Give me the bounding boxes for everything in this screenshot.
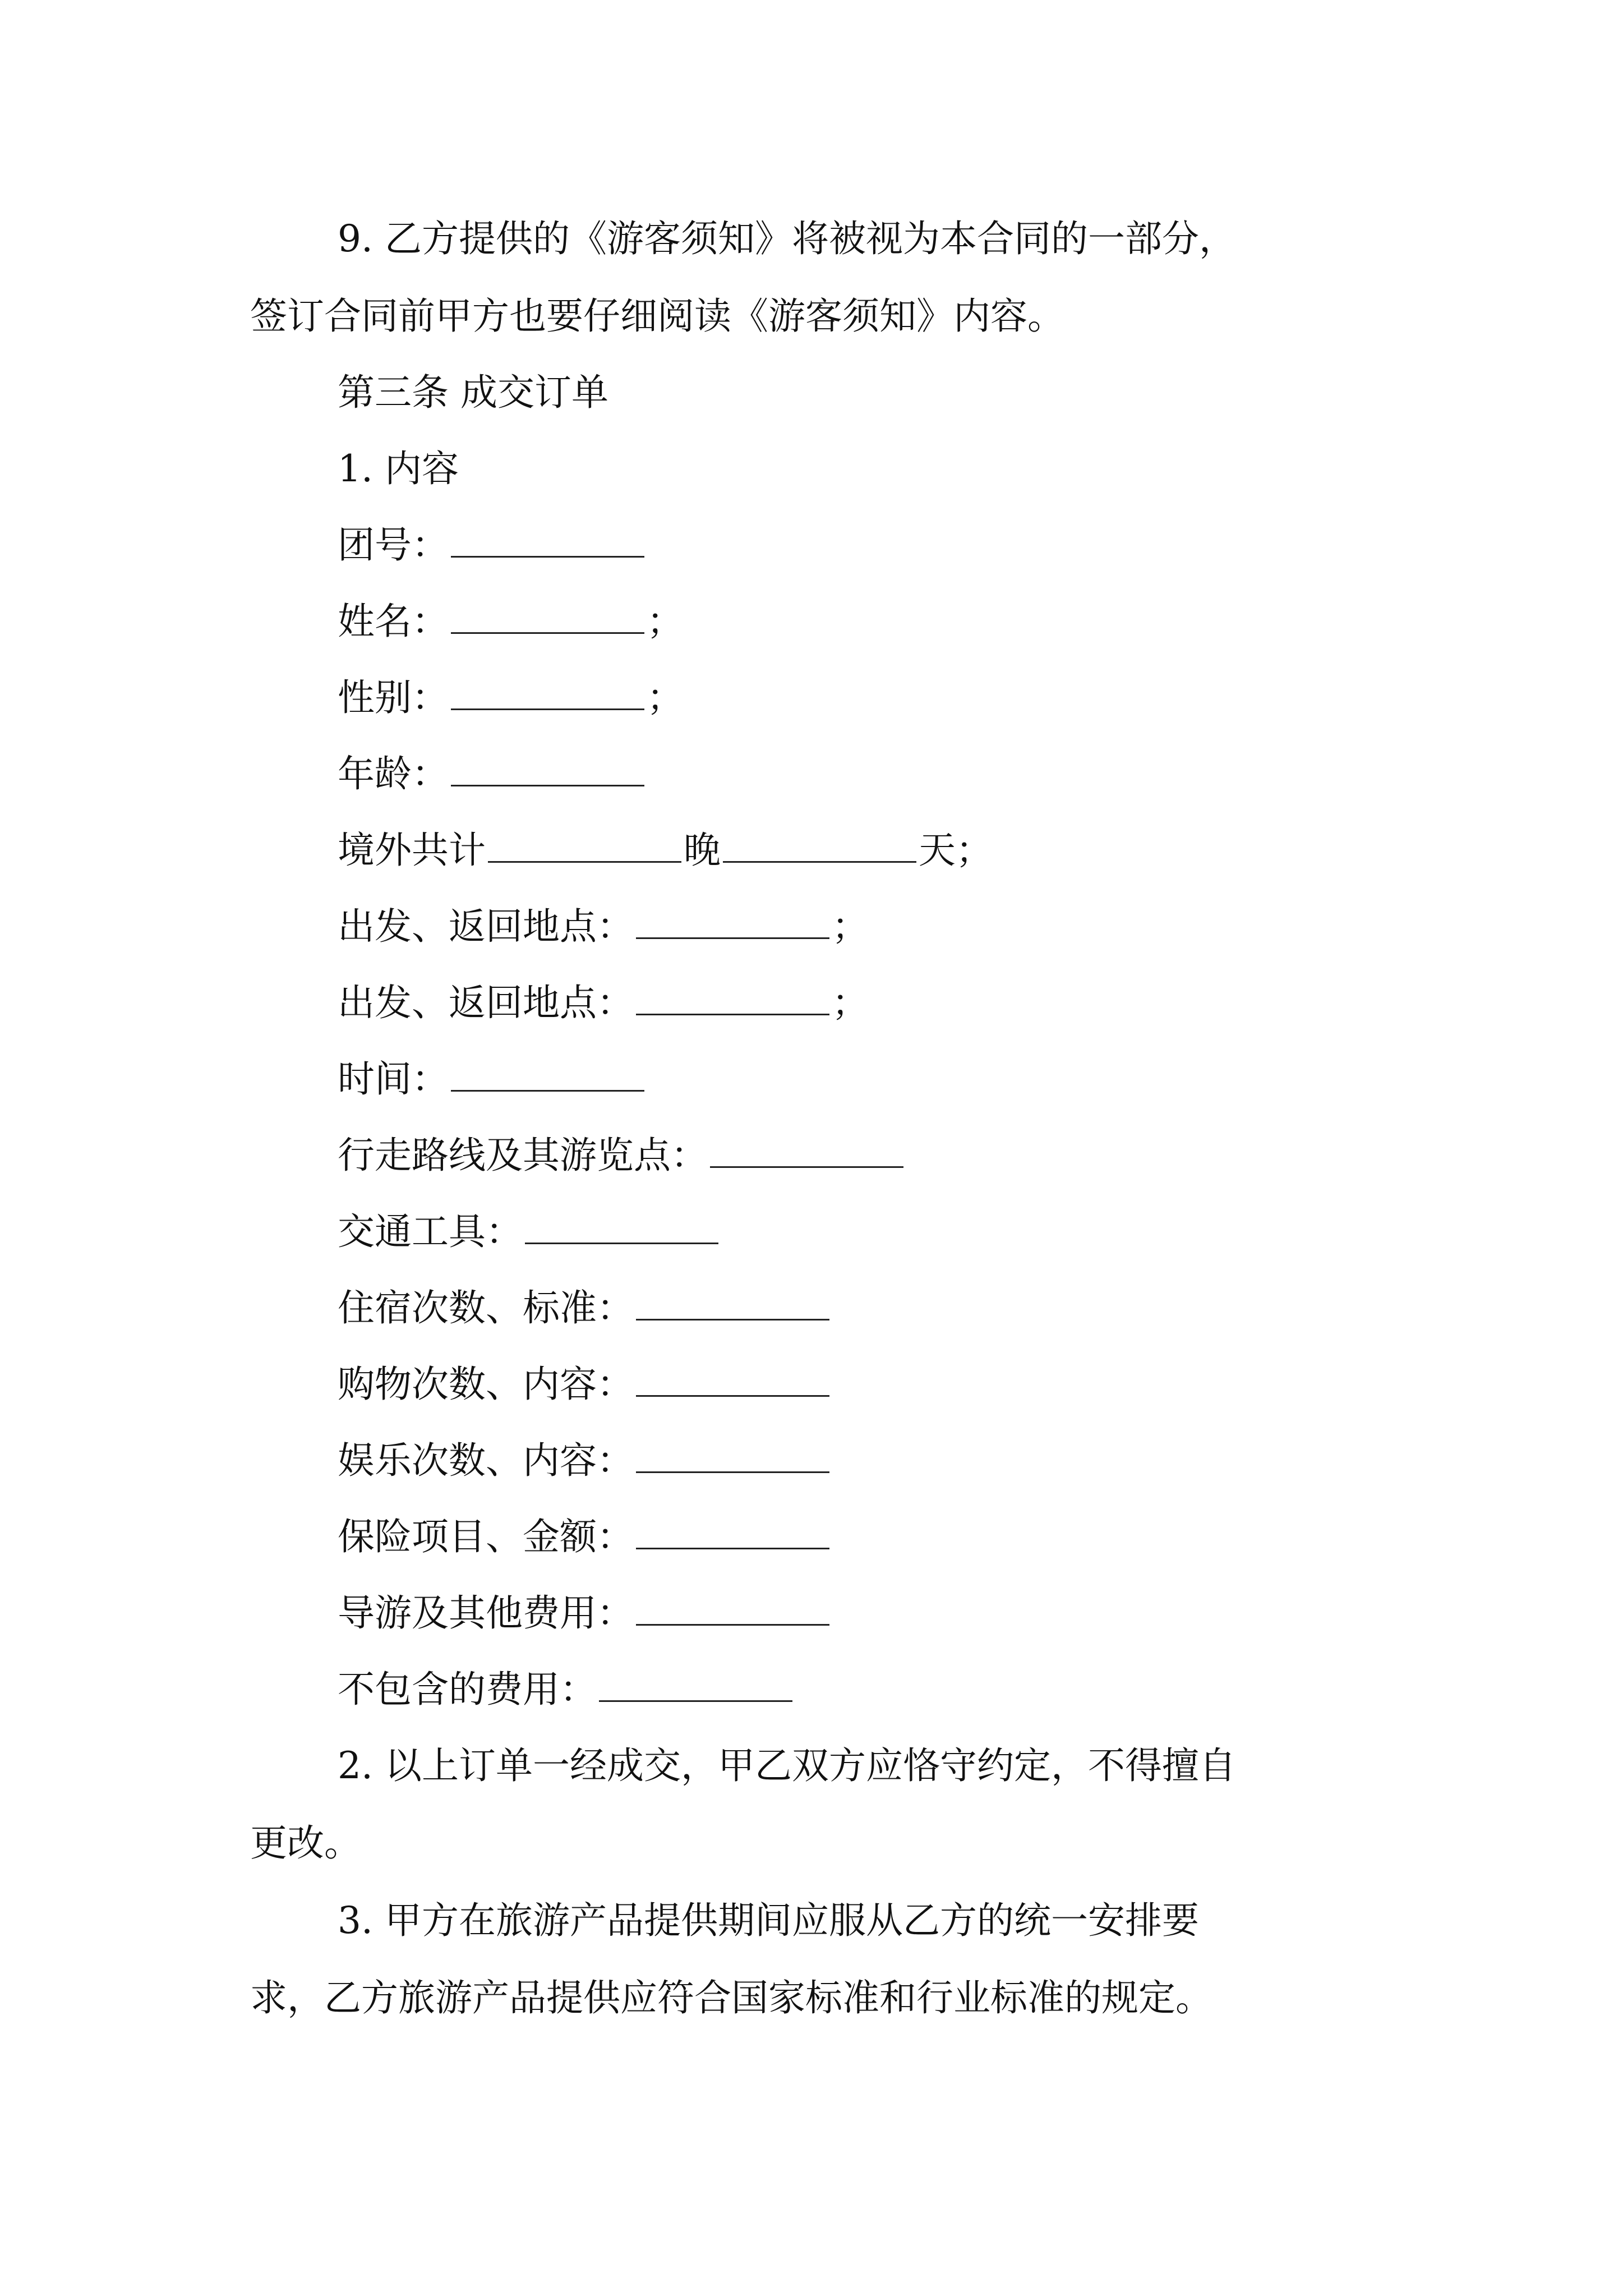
field-shopping [338,1362,832,1407]
semicolon: ； [832,905,869,948]
paragraph-9-line-1 [338,217,1236,261]
field-insurance [338,1515,832,1559]
field-label: 娱乐次数、内容： [338,1439,634,1482]
paragraph-3-text-1: 3. 甲方在旅游产品提供期间应服从乙方的统一安排要 [338,1899,1199,1942]
field-label: 出发、返回地点： [338,981,634,1024]
paragraph-2-text-2: 更改。 [250,1821,361,1865]
field-label: 不包含的费用： [338,1668,597,1711]
paragraph-2-text-1: 2. 以上订单一经成交，甲乙双方应恪守约定，不得擅自 [338,1744,1236,1787]
field-label: 年龄： [338,752,449,795]
field-accommodation [338,1286,832,1331]
semicolon: ； [647,676,684,719]
field-time [338,1057,647,1102]
field-label: 境外共计 [338,829,486,872]
paragraph-9-text-1: 9. 乙方提供的《游客须知》将被视为本合同的一部分， [338,217,1236,260]
field-guide-fees [338,1591,832,1636]
paragraph-3-line-1 [338,1898,1199,1943]
blank-line [451,1057,644,1092]
blank-line [636,981,829,1015]
field-excluded-fees [338,1667,795,1712]
field-label: 时间： [338,1057,449,1101]
field-label: 交通工具： [338,1210,523,1253]
paragraph-3-line-2 [250,1976,1212,2021]
field-label: 保险项目、金额： [338,1515,634,1558]
blank-line [636,1591,829,1626]
blank-line [451,752,644,786]
field-entertainment [338,1438,832,1483]
field-label: 团号： [338,523,449,567]
paragraph-9-text-2: 签订合同前甲方也要仔细阅读《游客须知》内容。 [250,295,1064,338]
field-label: 出发、返回地点： [338,905,634,948]
field-label: 导游及其他费用： [338,1591,634,1635]
blank-line [636,1363,829,1397]
section-1-title-text: 1. 内容 [338,447,459,490]
nights-label: 晚 [684,829,721,872]
field-gender [338,675,684,720]
field-label: 性别： [338,676,449,719]
field-group-number [338,523,647,568]
blank-line [599,1668,792,1702]
field-label: 购物次数、内容： [338,1363,634,1406]
field-age [338,752,647,797]
field-route [338,1133,906,1178]
field-transport [338,1209,721,1254]
section-1-title [338,447,459,491]
blank-line [636,1439,829,1473]
paragraph-9-line-2 [250,294,1064,339]
blank-line [525,1210,718,1244]
blank-line [451,523,644,558]
blank-line [723,829,916,863]
article-3-title-text: 第三条 成交订单 [338,371,608,414]
field-label: 姓名： [338,600,449,643]
blank-line [451,600,644,634]
blank-line [451,676,644,710]
days-label: 天； [919,829,993,872]
blank-line [636,1286,829,1320]
field-departure-return-2 [338,981,869,1025]
semicolon: ； [647,600,684,643]
field-label: 行走路线及其游览点： [338,1134,708,1177]
blank-line [710,1134,903,1168]
article-3-title [338,370,608,415]
field-name [338,599,684,644]
paragraph-2-line-2 [250,1821,361,1866]
paragraph-3-text-2: 求，乙方旅游产品提供应符合国家标准和行业标准的规定。 [250,1976,1212,2019]
blank-line [636,1515,829,1549]
blank-line [488,829,681,863]
field-label: 住宿次数、标准： [338,1286,634,1329]
paragraph-2-line-1 [338,1743,1236,1788]
field-departure-return-1 [338,904,869,949]
blank-line [636,905,829,939]
field-abroad-duration [338,828,993,873]
semicolon: ； [832,981,869,1024]
